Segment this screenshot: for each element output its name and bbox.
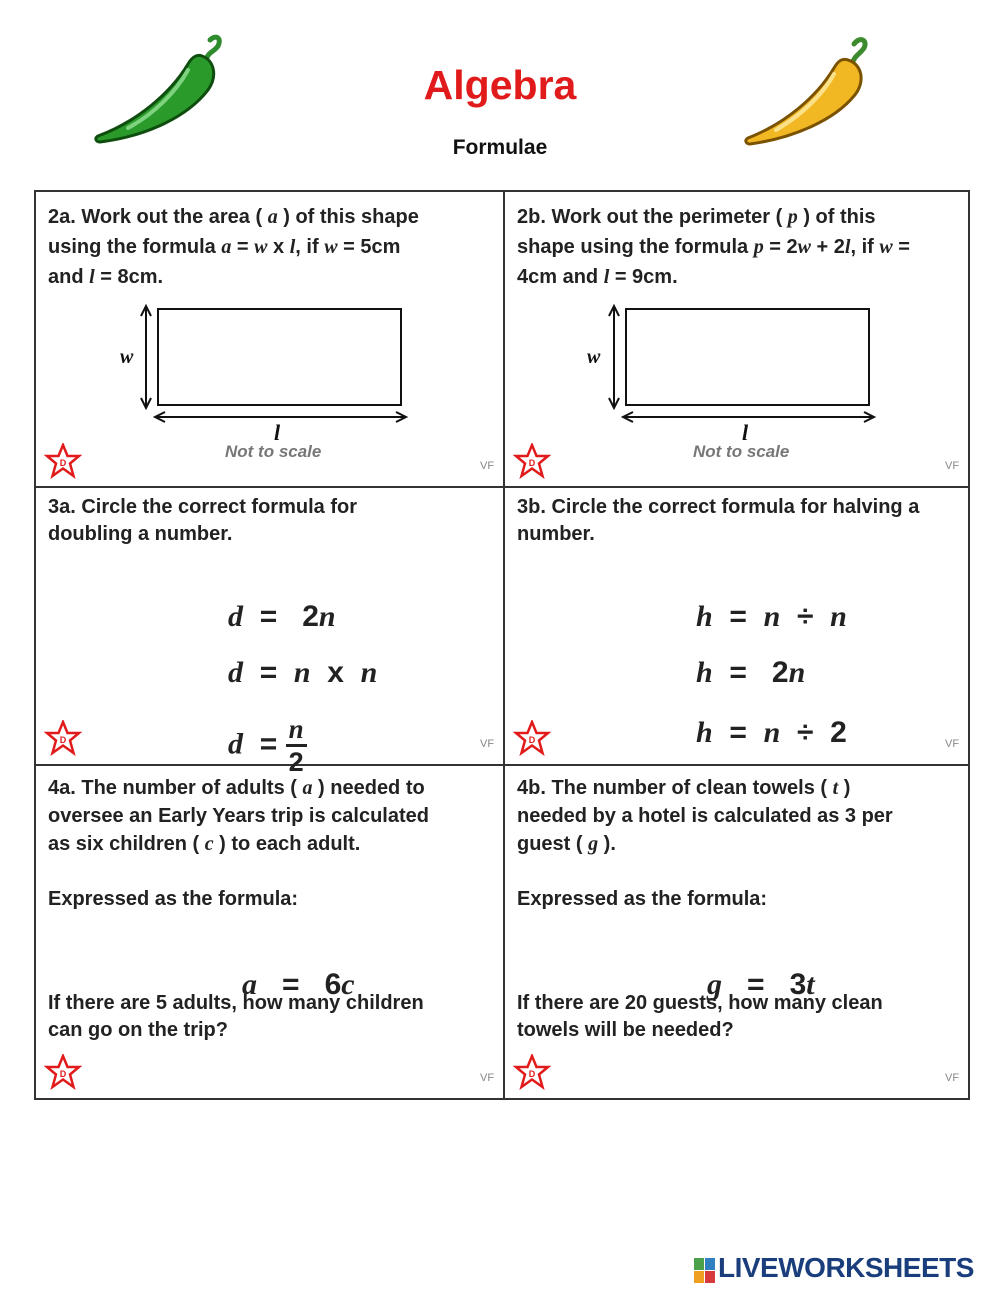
question-3b-text: 3b. Circle the correct formula for halving a number. [517,496,920,545]
question-4b-prompt: If there are 20 guests, how many clean towels will be needed? [517,992,883,1041]
not-to-scale-note: Not to scale [693,442,790,461]
vf-mark: VF [480,738,495,750]
page-title: Algebra [423,62,577,108]
formula-option-2[interactable]: d = n x n [228,656,378,689]
vf-mark: VF [480,460,495,472]
difficulty-star-icon [513,1054,551,1090]
star-label: D [528,458,536,468]
dimension-arrows [606,304,886,428]
difficulty-star-icon [44,1054,82,1090]
question-3a [36,488,503,777]
difficulty-star-icon [44,443,82,479]
star-label: D [59,735,67,745]
expressed-label: Expressed as the formula: [48,888,299,910]
question-3a-text: 3a. Circle the correct formula for doubling a number. [48,496,357,545]
vf-mark: VF [480,1072,495,1084]
star-label: D [528,1069,536,1079]
length-label: l [274,420,281,445]
not-to-scale-note: Not to scale [225,442,322,461]
formula-option-1[interactable]: d = 2n [228,600,336,633]
formula-4a: a = 6c [242,968,355,1001]
question-4a [36,766,503,1098]
vf-mark: VF [945,1072,960,1084]
dimension-arrows [138,304,418,428]
formula-option-1[interactable]: h = n ÷ n [696,600,847,633]
difficulty-star-icon [513,720,551,756]
difficulty-star-icon [44,720,82,756]
question-2b-text: 2b. Work out the perimeter ( p ) of this shape using the formula p = 2w + 2l, if w = 4cm and l = 9cm. [517,206,910,288]
star-label: D [59,1069,67,1079]
width-label: w [587,346,601,368]
page-subtitle: Formulae [452,136,548,159]
question-4b-text: 4b. The number of clean towels ( t ) needed by a hotel is calculated as 3 per guest ( g ). [517,777,893,855]
length-label: l [742,420,749,445]
star-label: D [59,458,67,468]
formula-option-2[interactable]: h = 2n [696,656,806,689]
star-label: D [528,735,536,745]
vf-mark: VF [945,738,960,750]
expressed-label: Expressed as the formula: [517,888,768,910]
liveworksheets-logo-text[interactable]: LIVEWORKSHEETS [718,1252,974,1283]
question-4a-prompt: If there are 5 adults, how many children can go on the trip? [48,992,424,1041]
question-2a [36,192,503,486]
question-grid [34,190,970,1100]
formula-option-3[interactable]: d = $\frac{n}{2}$ [178,680,307,811]
liveworksheets-logo-icon [694,1258,716,1284]
question-2b [505,192,972,486]
question-4a-text: 4a. The number of adults ( a ) needed to oversee an Early Years trip is calculated as six children ( c ) to each adult. [48,777,429,855]
question-3b [505,488,972,764]
difficulty-star-icon [513,443,551,479]
formula-4b: g = 3t [707,968,815,1001]
width-label: w [120,346,134,368]
formula-option-3[interactable]: h = n ÷ 2 [696,716,847,749]
question-2a-text: 2a. Work out the area ( a ) of this shape using the formula a = w x l, if w = 5cm and l = 8cm. [48,206,419,288]
question-4b [505,766,972,1098]
vf-mark: VF [945,460,960,472]
